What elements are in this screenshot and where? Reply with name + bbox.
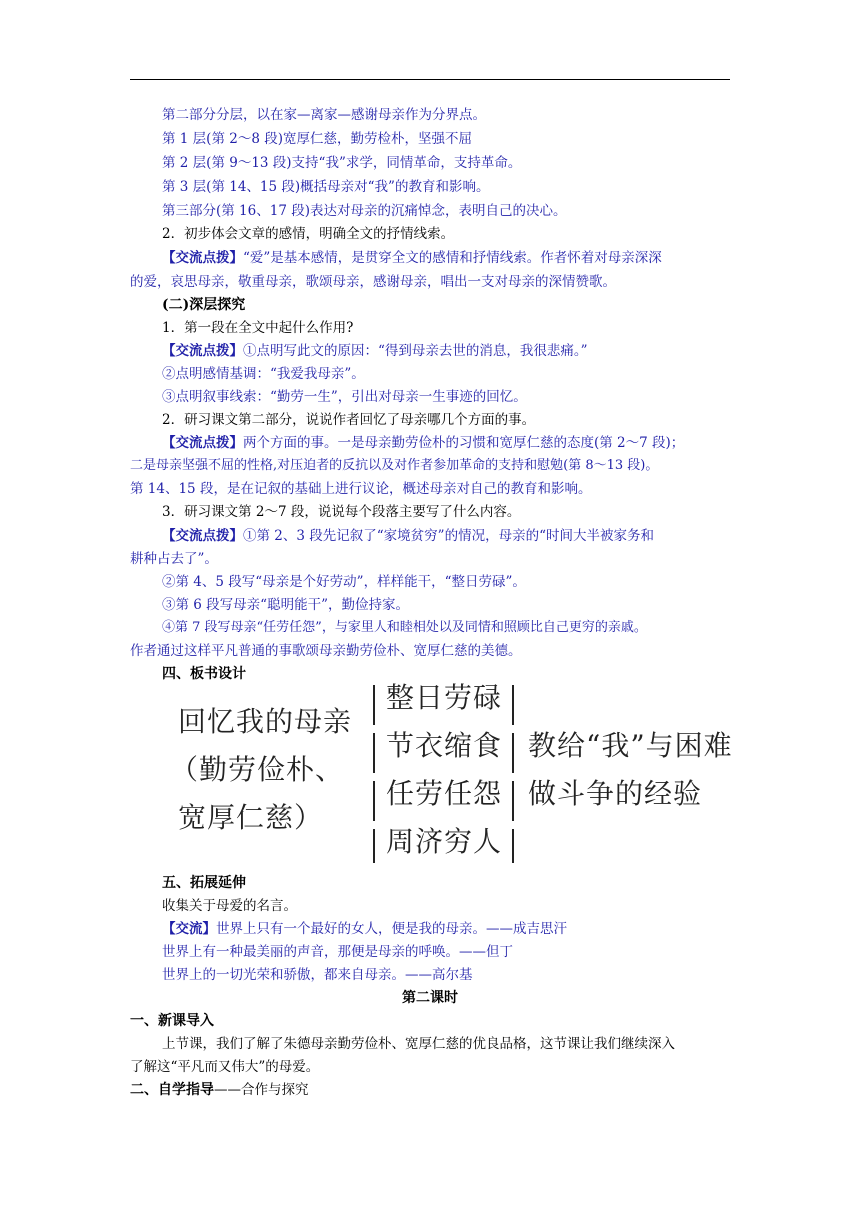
text-line: 第 14、15 段，是在记叙的基础上进行议论，概述母亲对自己的教育和影响。 xyxy=(130,481,592,497)
bracket-bar xyxy=(373,829,375,863)
quote-line: 世界上的一切光荣和骄傲，都来自母亲。——高尔基 xyxy=(162,967,473,983)
section-heading xyxy=(130,1080,309,1100)
lesson-title: 第二课时 xyxy=(402,990,458,1006)
answer-line xyxy=(162,341,588,361)
board-middle-line: 任劳任怨 xyxy=(386,777,503,810)
answer-line xyxy=(162,526,654,546)
text-line: ③第 6 段写母亲“聪明能干”，勤俭持家。 xyxy=(162,597,409,613)
text-line: 耕种占去了”。 xyxy=(130,551,218,567)
board-middle-line: 节衣缩食 xyxy=(386,729,503,762)
board-middle-line: 整日劳碌 xyxy=(386,681,503,714)
answer-tag: 【交流点拨】 xyxy=(162,250,243,266)
text-line: ②点明感情基调：“我爱我母亲”。 xyxy=(162,366,365,382)
bracket-bar xyxy=(373,685,375,725)
section-heading: 五、拓展延伸 xyxy=(162,875,246,891)
board-design xyxy=(160,675,760,865)
section-heading-main: 二、自学指导 xyxy=(130,1082,214,1098)
section-heading: 一、新课导入 xyxy=(130,1013,214,1029)
text-line: 第 2 层(第 9～13 段)支持“我”求学，同情革命，支持革命。 xyxy=(162,155,522,171)
bracket-bar xyxy=(373,733,375,773)
answer-text: ①第 2、3 段先记叙了“家境贫穷”的情况，母亲的“时间大半被家务和 xyxy=(243,528,654,544)
board-left-line: （勤劳俭朴、 xyxy=(170,753,345,786)
text-line: ③点明叙事线索：“勤劳一生”，引出对母亲一生事迹的回忆。 xyxy=(162,389,527,405)
board-right-line: 教给“我”与困难 xyxy=(528,729,733,762)
section-heading-sub: ——合作与探究 xyxy=(214,1082,309,1098)
answer-text: ①点明写此文的原因：“得到母亲去世的消息，我很悲痛。” xyxy=(243,343,588,359)
question-line: 1．第一段在全文中起什么作用? xyxy=(162,320,354,336)
text-line: 第 3 层(第 14、15 段)概括母亲对“我”的教育和影响。 xyxy=(162,179,490,195)
answer-tag: 【交流】 xyxy=(162,921,216,937)
bracket-bar xyxy=(512,733,514,773)
text-line: 第 1 层(第 2～8 段)宽厚仁慈，勤劳检朴，坚强不屈 xyxy=(162,131,472,147)
text-line: ②第 4、5 段写“母亲是个好劳动”，样样能干，“整日劳碌”。 xyxy=(162,574,526,590)
text-line: 二是母亲坚强不屈的性格,对压迫者的反抗以及对作者参加革命的支持和慰勉(第 8～13 段)。 xyxy=(130,458,659,473)
text-line: 了解这“平凡而又伟大”的母爱。 xyxy=(130,1059,320,1075)
question-line: 2．初步体会文章的感情，明确全文的抒情线索。 xyxy=(162,226,455,242)
bracket-bar xyxy=(373,781,375,821)
question-line: 3．研习课文第 2～7 段，说说每个段落主要写了什么内容。 xyxy=(162,504,521,520)
answer-line xyxy=(162,919,567,939)
section-heading: 四、板书设计 xyxy=(162,666,246,682)
header-rule xyxy=(130,79,730,80)
answer-tag: 【交流点拨】 xyxy=(162,528,243,544)
answer-text: 世界上只有一个最好的女人，便是我的母亲。——成吉思汗 xyxy=(216,921,567,937)
answer-tag: 【交流点拨】 xyxy=(162,343,243,359)
board-middle-line: 周济穷人 xyxy=(386,825,503,858)
text-line: 第三部分(第 16、17 段)表达对母亲的沉痛悼念，表明自己的决心。 xyxy=(162,203,567,219)
answer-line xyxy=(162,248,662,268)
answer-text: 两个方面的事。一是母亲勤劳俭朴的习惯和宽厚仁慈的态度(第 2～7 段)； xyxy=(243,435,685,451)
text-line: 作者通过这样平凡普通的事歌颂母亲勤劳俭朴、宽厚仁慈的美德。 xyxy=(130,643,522,659)
quote-line: 世界上有一种最美丽的声音，那便是母亲的呼唤。——但丁 xyxy=(162,944,513,960)
question-line: 2．研习课文第二部分，说说作者回忆了母亲哪几个方面的事。 xyxy=(162,412,536,428)
bracket-bar xyxy=(512,781,514,821)
section-heading: (二)深层探究 xyxy=(162,297,246,313)
answer-line xyxy=(162,433,684,453)
text-line: 收集关于母爱的名言。 xyxy=(162,898,297,914)
answer-text: “爱”是基本感情，是贯穿全文的感情和抒情线索。作者怀着对母亲深深 xyxy=(243,250,662,266)
bracket-bar xyxy=(512,829,514,863)
board-left-line: 宽厚仁慈） xyxy=(178,801,324,834)
text-line: 第二部分分层，以在家—离家—感谢母亲作为分界点。 xyxy=(162,107,486,123)
board-right-line: 做斗争的经验 xyxy=(528,777,703,810)
answer-tag: 【交流点拨】 xyxy=(162,435,243,451)
text-line: ④第 7 段写母亲“任劳任怨”，与家里人和睦相处以及同情和照顾比自己更穷的亲戚。 xyxy=(162,620,647,635)
board-left-line: 回忆我的母亲 xyxy=(178,705,353,738)
text-line: 上节课，我们了解了朱德母亲勤劳俭朴、宽厚仁慈的优良品格，这节课让我们继续深入 xyxy=(162,1036,675,1052)
text-line: 的爱，哀思母亲，敬重母亲，歌颂母亲，感谢母亲，唱出一支对母亲的深情赞歌。 xyxy=(130,274,616,290)
bracket-bar xyxy=(512,685,514,725)
